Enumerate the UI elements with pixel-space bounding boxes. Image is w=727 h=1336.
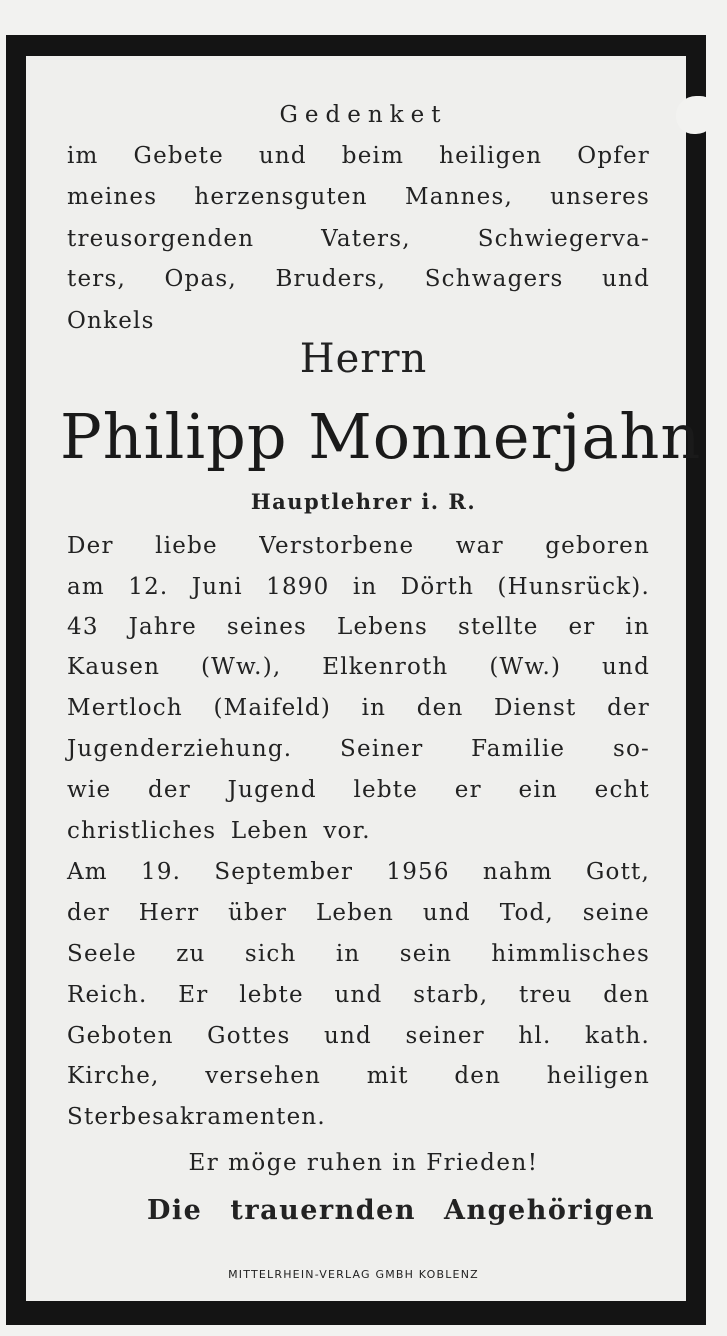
intro-line: meines herzensguten Mannes, unseres (67, 184, 650, 210)
death-line: Kirche, versehen mit den heiligen (67, 1063, 650, 1089)
death-line: Seele zu sich in sein himmlisches (67, 941, 650, 967)
signature: Die trauernden Angehörigen (147, 1195, 655, 1226)
intro-line: Onkels (67, 308, 155, 334)
card-heading: Gedenket (279, 102, 448, 128)
bio-line: Der liebe Verstorbene war geboren (67, 533, 650, 559)
death-line: Am 19. September 1956 nahm Gott, (67, 859, 650, 885)
salutation: Herrn (299, 336, 428, 382)
deceased-title: Hauptlehrer i. R. (250, 489, 477, 514)
death-line: Reich. Er lebte und starb, treu den (67, 982, 650, 1008)
closing-blessing: Er möge ruhen in Frieden! (188, 1150, 539, 1176)
death-line: Geboten Gottes und seiner hl. kath. (67, 1023, 650, 1049)
intro-line: treusorgenden Vaters, Schwiegerva- (67, 226, 650, 252)
bio-line: christliches Leben vor. (67, 818, 371, 844)
intro-line: im Gebete und beim heiligen Opfer (67, 143, 650, 169)
printer-imprint: MITTELRHEIN-VERLAG GMBH KOBLENZ (228, 1268, 479, 1281)
bio-line: Mertloch (Maifeld) in den Dienst der (67, 695, 650, 721)
bio-line: 43 Jahre seines Lebens stellte er in (67, 614, 650, 640)
bio-line: am 12. Juni 1890 in Dörth (Hunsrück). (67, 574, 650, 600)
bio-line: wie der Jugend lebte er ein echt (67, 777, 650, 803)
deceased-name: Philipp Monnerjahn (60, 400, 702, 473)
bio-line: Kausen (Ww.), Elkenroth (Ww.) und (67, 654, 650, 680)
bio-line: Jugenderziehung. Seiner Familie so- (67, 736, 650, 762)
death-line: der Herr über Leben und Tod, seine (67, 900, 650, 926)
intro-line: ters, Opas, Bruders, Schwagers und (67, 266, 650, 292)
death-line: Sterbesakramenten. (67, 1104, 326, 1130)
